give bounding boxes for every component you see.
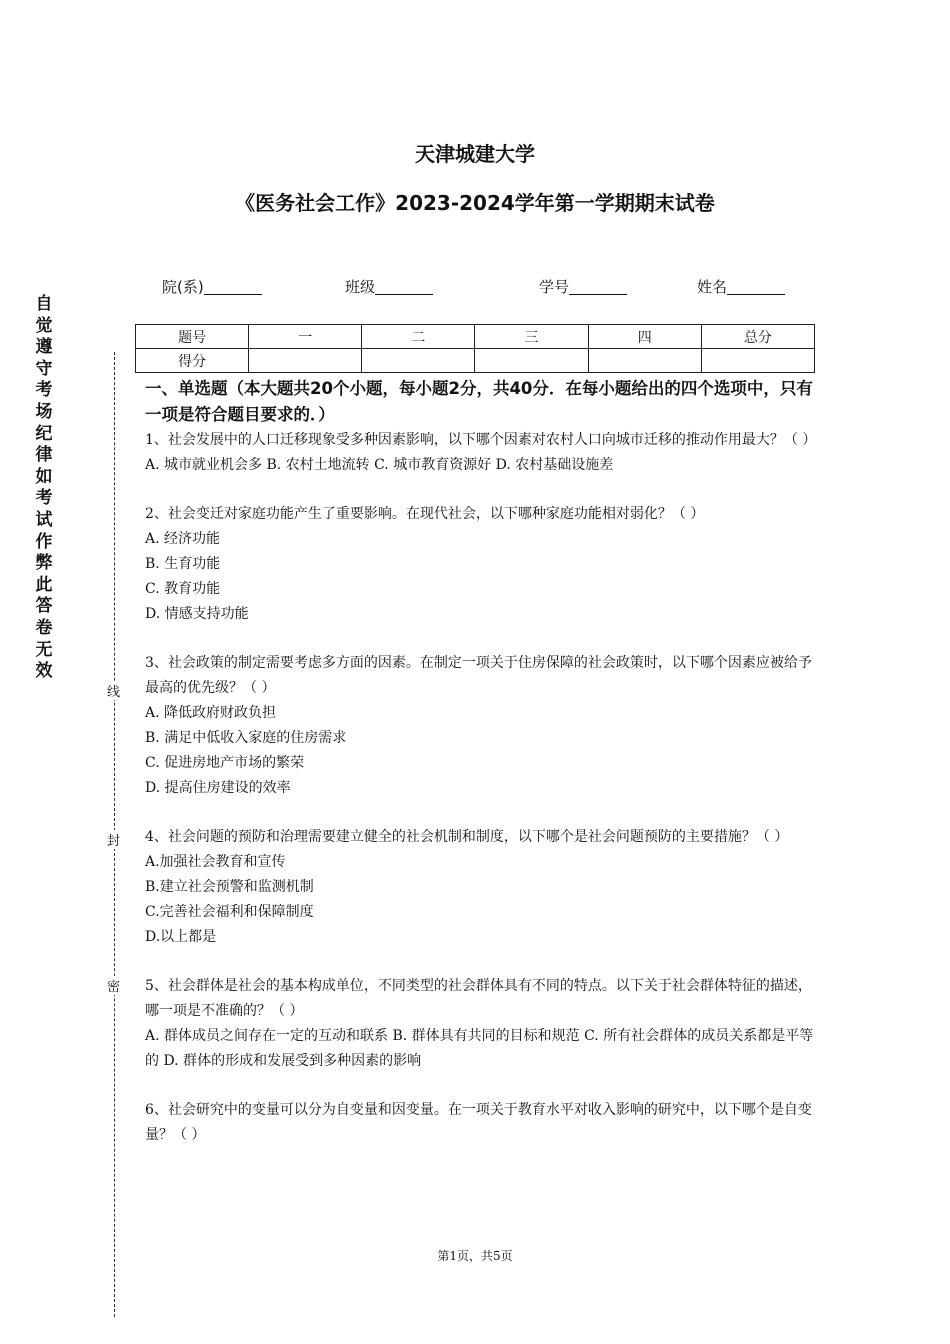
score-table-header-row (136, 325, 815, 349)
score-input-cell (588, 349, 701, 373)
question-1 (145, 428, 820, 478)
option-d: D. 提高住房建设的效率 (145, 780, 291, 796)
info-label: 学号 (539, 278, 570, 296)
info-label: 班级 (345, 278, 376, 296)
blank-line (569, 278, 627, 295)
question-content (145, 376, 820, 1148)
option-b: B. 满足中低收入家庭的住房需求 (145, 730, 347, 746)
seal-char-line: 线 (107, 681, 120, 700)
section-heading: 一、单选题（本大题共20个小题，每小题2分，共40分．在每小题给出的四个选项中，只有一项是符合题目要求的．） (145, 379, 813, 424)
info-field-department (162, 276, 262, 297)
info-field-name (697, 276, 785, 297)
question-stem: 6、社会研究中的变量可以分为自变量和因变量。在一项关于教育水平对收入影响的研究中，以下哪个是自变量？（ ） (145, 1102, 812, 1143)
score-table (135, 324, 815, 373)
question-4 (145, 825, 820, 950)
exam-title: 《医务社会工作》2023-2024学年第一学期期末试卷 (235, 191, 715, 215)
table-cell: 得分 (136, 349, 249, 373)
table-cell: 一 (249, 325, 362, 349)
score-input-cell (701, 349, 814, 373)
question-options: A. 群体成员之间存在一定的互动和联系 B. 群体具有共同的目标和规范 C. 所有社会群体的成员关系都是平等的 D. 群体的形成和发展受到多种因素的影响 (145, 1028, 814, 1069)
question-options: A. 城市就业机会多 B. 农村土地流转 C. 城市教育资源好 D. 农村基础设施差 (145, 457, 614, 473)
info-label: 姓名 (697, 278, 728, 296)
option-a: A. 降低政府财政负担 (145, 705, 277, 721)
question-stem: 2、社会变迁对家庭功能产生了重要影响。在现代社会，以下哪种家庭功能相对弱化？（ ） (145, 506, 705, 522)
question-2 (145, 502, 820, 627)
option-c: C. 教育功能 (145, 581, 221, 597)
option-c: C. 促进房地产市场的繁荣 (145, 755, 305, 771)
option-a: A. 经济功能 (145, 531, 221, 547)
info-field-student-id (539, 276, 627, 297)
seal-char-secret: 密 (107, 976, 120, 995)
info-label: 院(系) (162, 278, 204, 296)
question-stem: 1、社会发展中的人口迁移现象受多种因素影响，以下哪个因素对农村人口向城市迁移的推动作用最大？（ ） (145, 432, 817, 448)
blank-line (727, 278, 785, 295)
score-input-cell (249, 349, 362, 373)
question-5 (145, 974, 820, 1074)
page-number: 第1页，共5页 (437, 1249, 513, 1263)
option-d: D. 情感支持功能 (145, 606, 249, 622)
option-a: A.加强社会教育和宣传 (145, 854, 286, 870)
table-cell: 四 (588, 325, 701, 349)
option-c: C.完善社会福利和保障制度 (145, 904, 314, 920)
info-field-class (345, 276, 433, 297)
table-cell: 题号 (136, 325, 249, 349)
score-table-score-row (136, 349, 815, 373)
question-3 (145, 651, 820, 801)
blank-line (204, 278, 262, 295)
table-cell: 三 (475, 325, 588, 349)
option-b: B.建立社会预警和监测机制 (145, 879, 314, 895)
question-6 (145, 1098, 820, 1148)
seal-char-seal: 封 (107, 830, 120, 849)
university-name: 天津城建大学 (415, 142, 535, 166)
blank-line (375, 278, 433, 295)
option-d: D.以上都是 (145, 929, 217, 945)
score-input-cell (362, 349, 475, 373)
exam-discipline-notice: 自觉遵守考场纪律如考试作弊此答卷无效 (35, 294, 53, 682)
question-stem: 3、社会政策的制定需要考虑多方面的因素。在制定一项关于住房保障的社会政策时，以下哪个因素应被给予最高的优先级？（ ） (145, 655, 812, 696)
table-cell: 二 (362, 325, 475, 349)
option-b: B. 生育功能 (145, 556, 221, 572)
question-stem: 5、社会群体是社会的基本构成单位，不同类型的社会群体具有不同的特点。以下关于社会群体特征的描述，哪一项是不准确的？（ ） (145, 978, 812, 1019)
table-cell: 总分 (701, 325, 814, 349)
question-stem: 4、社会问题的预防和治理需要建立健全的社会机制和制度，以下哪个是社会问题预防的主要措施？（ ） (145, 829, 789, 845)
score-input-cell (475, 349, 588, 373)
